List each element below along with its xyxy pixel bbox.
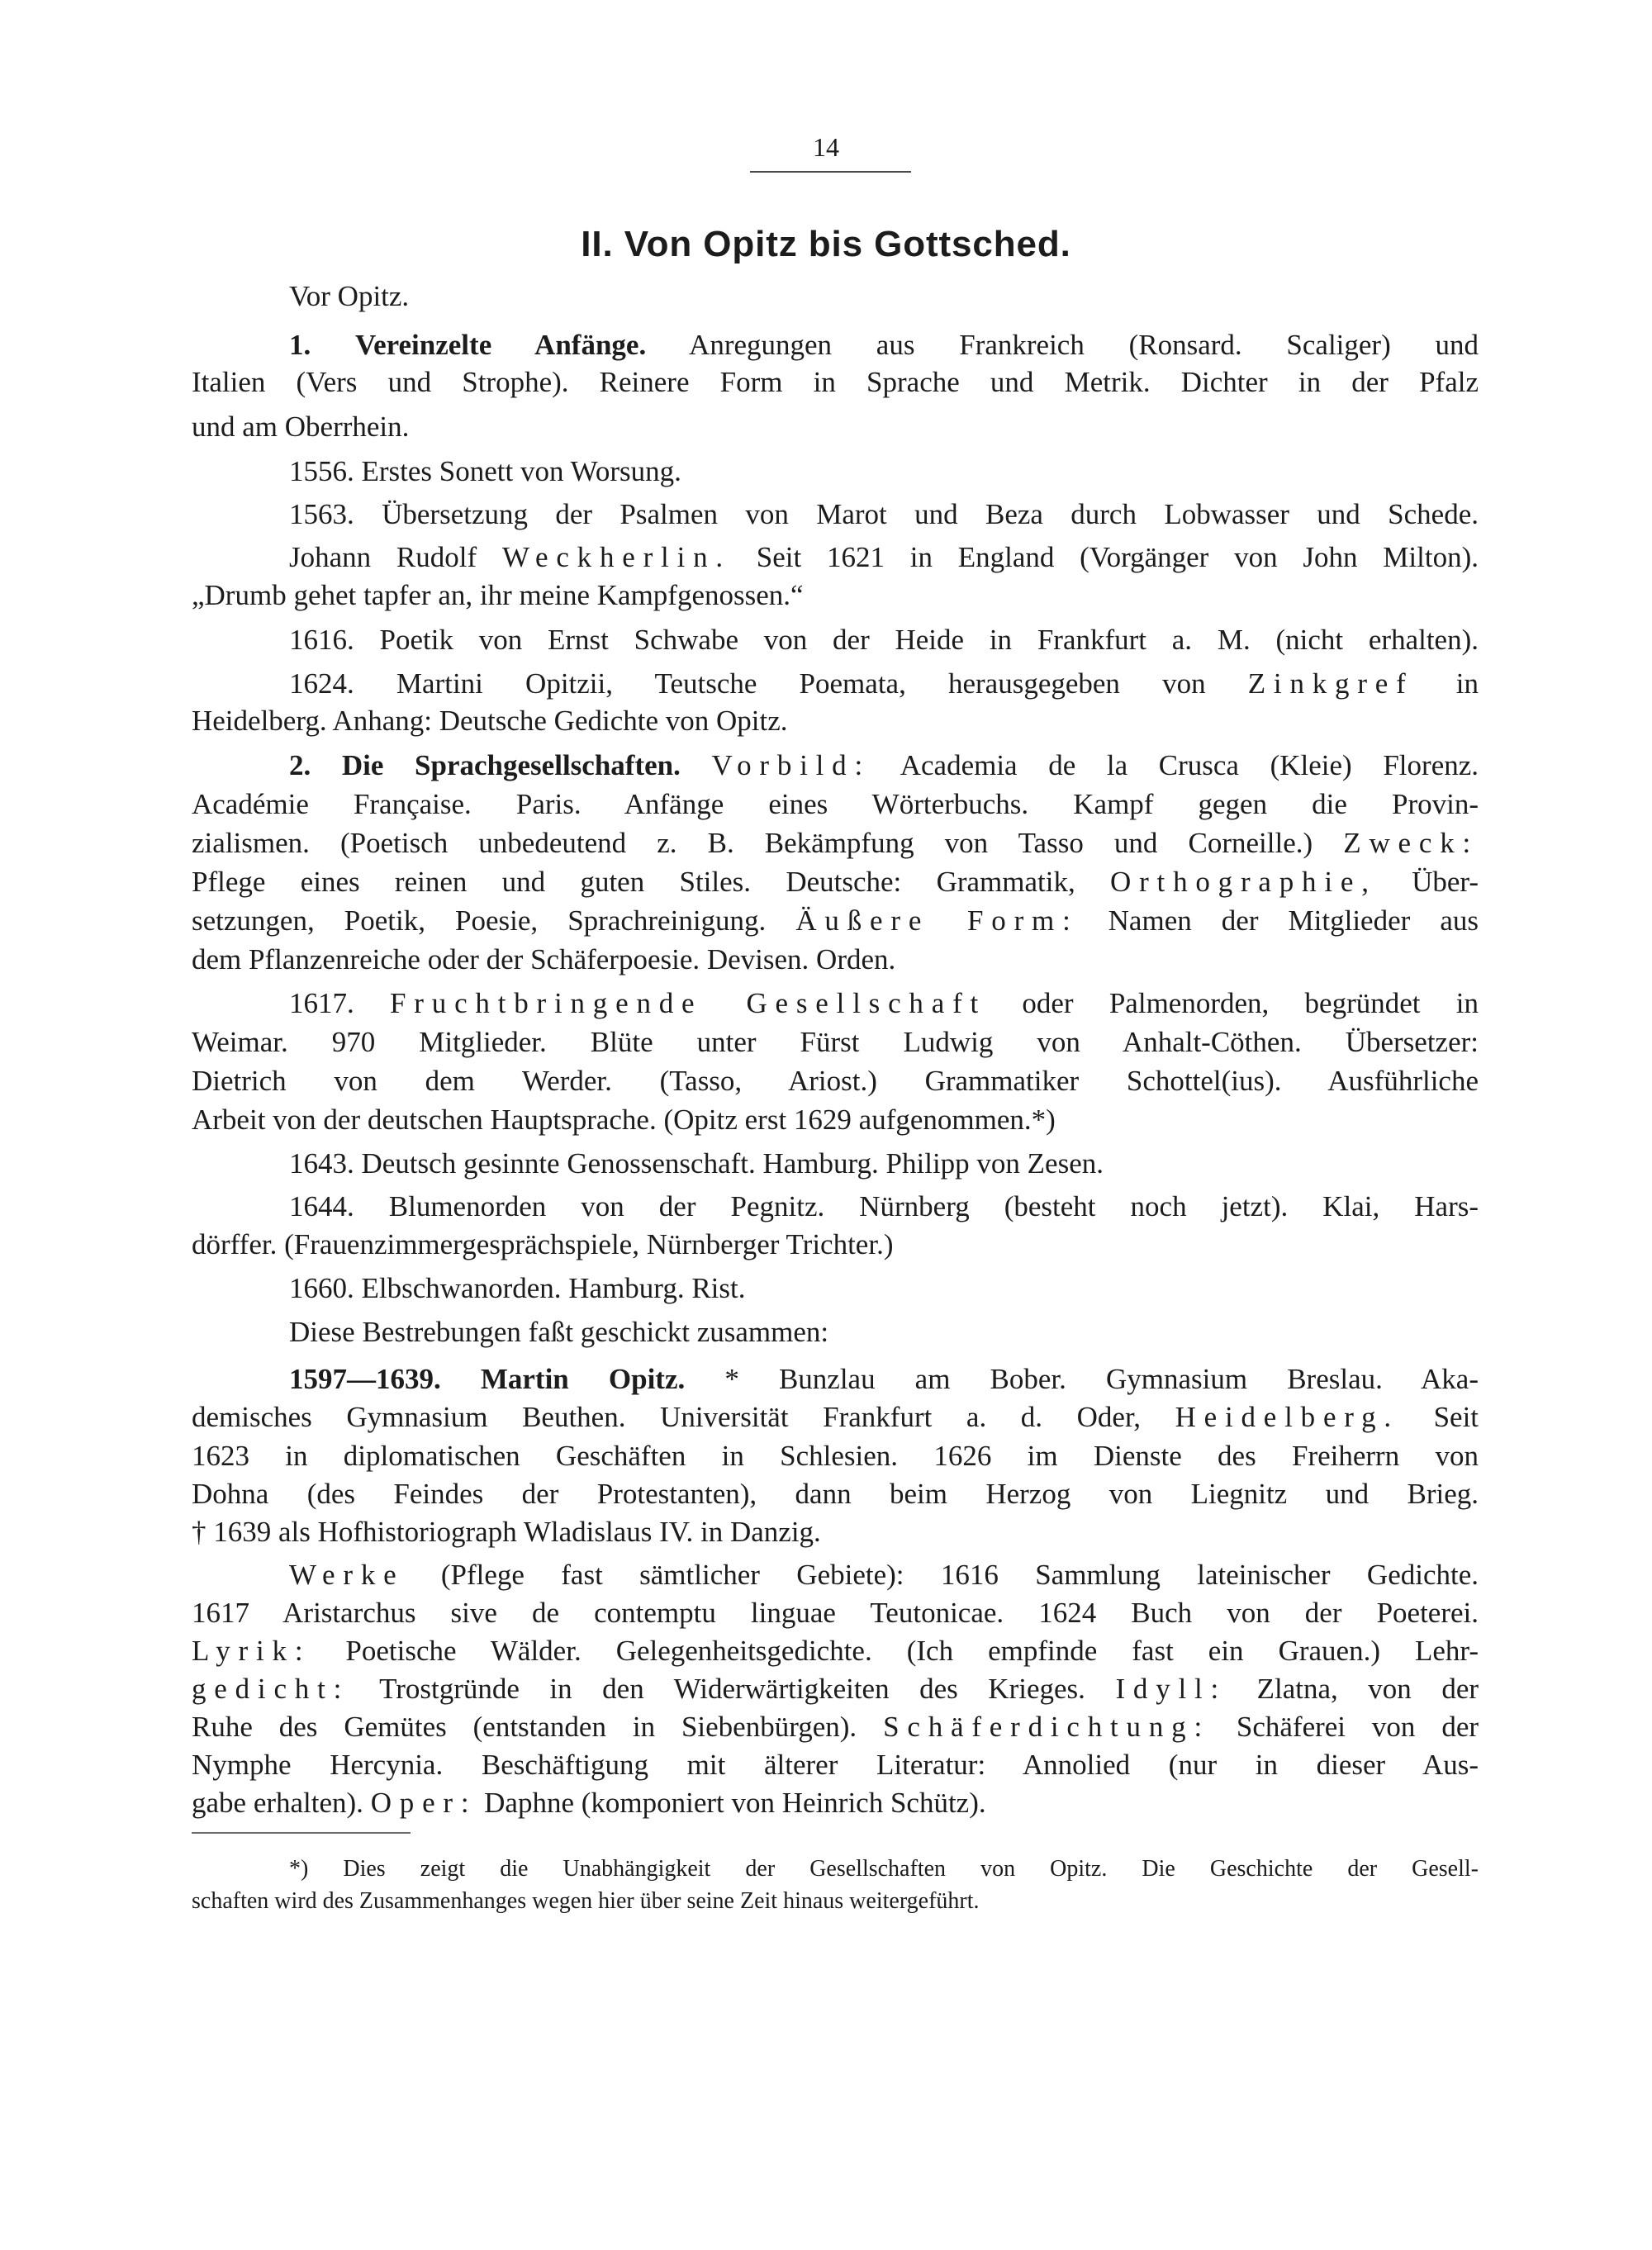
opitz-line-2-end: Seit xyxy=(1433,1401,1479,1433)
zinkgref-name: Zinkgref xyxy=(1247,667,1414,700)
weckherlin-name: Weckherlin. xyxy=(501,541,731,573)
idyll-label: Idyll: xyxy=(1115,1673,1227,1705)
s2-line-2: Académie Française. Paris. Anfänge eines Wörterbuchs. Kampf gegen die Provin- xyxy=(192,788,1479,820)
entry-1556: 1556. Erstes Sonett von Worsung. xyxy=(289,455,681,487)
s1-text: Anregungen aus Frankreich (Ronsard. Scaliger) und xyxy=(689,329,1479,361)
entry-1617-line-4: Arbeit von der deutschen Hauptsprache. (Opitz erst 1629 aufgenommen.*) xyxy=(192,1104,1056,1136)
opitz-line-4: Dohna (des Feindes der Protestanten), dann beim Herzog von Liegnitz und Brieg. xyxy=(192,1478,1479,1510)
s2-line-3 xyxy=(192,824,1479,862)
section-title: Vor Opitz. xyxy=(289,280,410,312)
heidelberg-word: Heidelberg. xyxy=(1175,1401,1399,1433)
werke-line-2: 1617 Aristarchus sive de contemptu linguae Teutonicae. 1624 Buch von der Poeterei. xyxy=(192,1597,1479,1629)
opitz-line-2-text: demisches Gymnasium Beuthen. Universität Frankfurt a. d. Oder, xyxy=(192,1401,1141,1433)
lyrik-label: Lyrik: xyxy=(192,1635,311,1667)
entry-1617-line-2: Weimar. 970 Mitglieder. Blüte unter Fürst Ludwig von Anhalt-Cöthen. Übersetzer: xyxy=(192,1026,1479,1058)
entry-1617-line-3: Dietrich von dem Werder. (Tasso, Ariost.) Grammatiker Schottel(ius). Ausführliche xyxy=(192,1065,1479,1097)
s2-line-4 xyxy=(192,863,1479,901)
fruchtbringende-gesellschaft: Fruchtbringende Gesellschaft xyxy=(390,987,987,1019)
oper-label: Oper: xyxy=(370,1787,477,1819)
entry-1563: 1563. Übersetzung der Psalmen von Marot und Beza durch Lobwasser und Schede. xyxy=(289,498,1479,530)
werke-line-7-end: Daphne (komponiert von Heinrich Schütz). xyxy=(484,1787,986,1819)
footnote-line-2: schaften wird des Zusammenhanges wegen hier über seine Zeit hinaus weitergeführt. xyxy=(192,1888,980,1914)
s1-line-3: und am Oberrhein. xyxy=(192,411,410,443)
chapter-title: II. Von Opitz bis Gottsched. xyxy=(581,224,1071,264)
opitz-line-2 xyxy=(192,1398,1479,1436)
entry-1624-line-2: Heidelberg. Anhang: Deutsche Gedichte von Opitz. xyxy=(192,705,788,737)
lehrgedicht-label: gedicht: xyxy=(192,1673,350,1705)
werke-line-4-end: Zlatna, von der xyxy=(1256,1673,1479,1705)
s2-heading: Die Sprachgesellschaften. xyxy=(341,749,681,781)
footnote-line-1: *) Dies zeigt die Unabhängigkeit der Gesellschaften von Opitz. Die Geschichte der Gesell- xyxy=(289,1856,1479,1882)
entry-1617-text: oder Palmenorden, begründet in xyxy=(1022,987,1479,1019)
footnote-rule xyxy=(192,1832,411,1834)
werke-line-5-text: Ruhe des Gemütes (entstanden in Siebenbürgen). xyxy=(192,1711,857,1743)
s2-line-5-end: Namen der Mitglieder aus xyxy=(1108,904,1479,937)
aussere-form-label: Äußere Form: xyxy=(795,904,1079,937)
werke-line-1-text: (Pflege fast sämtlicher Gebiete): 1616 Sammlung lateinischer Gedichte. xyxy=(440,1559,1479,1591)
entry-1660: 1660. Elbschwanorden. Hamburg. Rist. xyxy=(289,1272,746,1304)
s2-line-5 xyxy=(192,902,1479,940)
opitz-line-5: † 1639 als Hofhistoriograph Wladislaus IV. in Danzig. xyxy=(192,1516,821,1548)
s2-line-6: dem Pflanzenreiche oder der Schäferpoesie. Devisen. Orden. xyxy=(192,943,896,975)
s2-line-4-end: Über- xyxy=(1412,866,1479,898)
weckherlin-prefix: Johann Rudolf xyxy=(289,541,477,573)
werke-line-5 xyxy=(192,1708,1479,1746)
opitz-heading-line xyxy=(289,1360,1479,1398)
zweck-label: Zweck: xyxy=(1343,827,1479,859)
entry-1624-in: in xyxy=(1455,667,1479,700)
schaeferdichtung-label: Schäferdichtung: xyxy=(883,1711,1210,1743)
werke-line-3 xyxy=(192,1632,1479,1670)
werke-line-6: Nymphe Hercynia. Beschäftigung mit älterer Literatur: Annolied (nur in dieser Aus- xyxy=(192,1749,1479,1781)
page-number-rule xyxy=(750,171,911,173)
entry-1616: 1616. Poetik von Ernst Schwabe von der Heide in Frankfurt a. M. (nicht erhalten). xyxy=(289,624,1479,656)
opitz-line-3: 1623 in diplomatischen Geschäften in Schlesien. 1626 im Dienste des Freiherrn von xyxy=(192,1440,1479,1472)
summary-line: Diese Bestrebungen faßt geschickt zusammen: xyxy=(289,1316,829,1348)
s1-heading-line xyxy=(289,326,1479,364)
s2-heading-line xyxy=(289,747,1479,785)
weckherlin-quote: „Drumb gehet tapfer an, ihr meine Kampfgenossen.“ xyxy=(192,579,804,611)
werke-line-4-text: Trostgründe in den Widerwärtigkeiten des Krieges. xyxy=(379,1673,1085,1705)
orthographie-word: Orthographie, xyxy=(1110,866,1377,898)
s2-label: 2. xyxy=(289,749,311,781)
werke-line-7-text: gabe erhalten). xyxy=(192,1787,363,1819)
entry-1624-text: 1624. Martini Opitzii, Teutsche Poemata, herausgegeben von xyxy=(289,667,1206,700)
weckherlin-text: Seit 1621 in England (Vorgänger von John Milton). xyxy=(756,541,1479,573)
werke-line-3-text: Poetische Wälder. Gelegenheitsgedichte. (Ich empfinde fast ein Grauen.) Lehr- xyxy=(345,1635,1479,1667)
werke-line-1 xyxy=(289,1556,1479,1594)
s2-line-5-text: setzungen, Poetik, Poesie, Sprachreinigung. xyxy=(192,904,767,937)
opitz-name: Martin Opitz. xyxy=(480,1363,686,1395)
werke-label: Werke xyxy=(289,1559,405,1591)
entry-1617-line-1 xyxy=(289,985,1479,1023)
entry-1644-line-1: 1644. Blumenorden von der Pegnitz. Nürnberg (besteht noch jetzt). Klai, Hars- xyxy=(289,1190,1479,1222)
entry-1644-line-2: dörffer. (Frauenzimmergesprächspiele, Nürnberger Trichter.) xyxy=(192,1228,894,1260)
s2-line-1-text: Academia de la Crusca (Kleie) Florenz. xyxy=(900,749,1479,781)
vorbild-label: Vorbild: xyxy=(711,749,871,781)
entry-1624-line-1 xyxy=(289,665,1479,703)
s1-label: 1. xyxy=(289,329,311,361)
entry-1617-year: 1617. xyxy=(289,987,354,1019)
opitz-dates: 1597—1639. xyxy=(289,1363,441,1395)
opitz-line-1-text: * Bunzlau am Bober. Gymnasium Breslau. Aka- xyxy=(724,1363,1479,1395)
s2-line-3-text: zialismen. (Poetisch unbedeutend z. B. Bekämpfung von Tasso und Corneille.) xyxy=(192,827,1313,859)
page-number: 14 xyxy=(813,132,839,162)
s1-heading: Vereinzelte Anfänge. xyxy=(355,329,647,361)
werke-line-5-end: Schäferei von der xyxy=(1236,1711,1479,1743)
weckherlin-line xyxy=(289,539,1479,577)
s1-line-2: Italien (Vers und Strophe). Reinere Form in Sprache und Metrik. Dichter in der Pfalz xyxy=(192,366,1479,398)
werke-line-7 xyxy=(192,1784,1479,1822)
s2-line-4-text: Pflege eines reinen und guten Stiles. Deutsche: Grammatik, xyxy=(192,866,1075,898)
entry-1643: 1643. Deutsch gesinnte Genossenschaft. Hamburg. Philipp von Zesen. xyxy=(289,1147,1104,1180)
werke-line-4 xyxy=(192,1670,1479,1708)
